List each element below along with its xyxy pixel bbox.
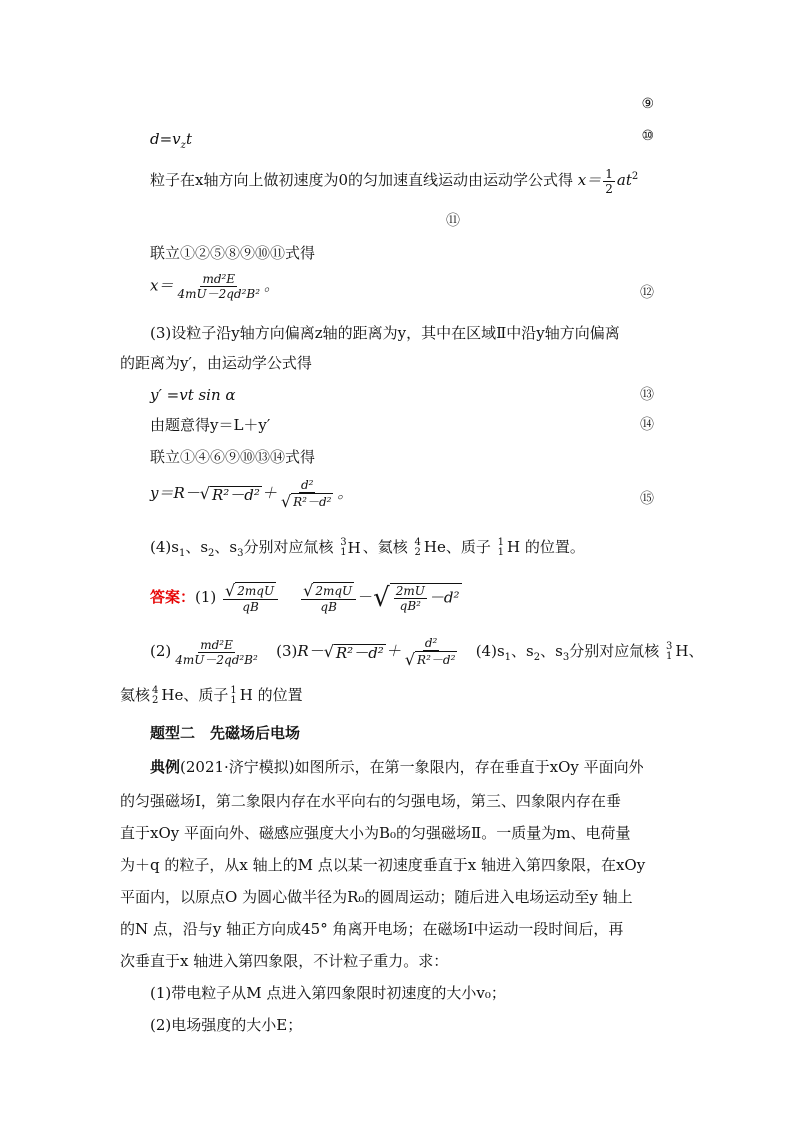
equation-number-11: ⑪ <box>446 213 460 229</box>
section-title: 题型二 先磁场后电场 <box>150 724 301 742</box>
answer-line-1: 答案：(1) √ 2mqU qB √ 2mqU qB － √ $\frac{2mU}{\text{qB²}}$ －d² <box>150 580 460 614</box>
question-1: (1)带电粒子从M 点进入第四象限时初速度的大小v₀； <box>150 984 506 1002</box>
combine-line-1: 联立①②⑤⑧⑨⑩⑪式得 <box>150 244 316 262</box>
combine-line-2: 联立①④⑥⑨⑩⑬⑭式得 <box>150 448 316 466</box>
equation-x: x＝ $\frac{\text{md²E}}{\text{4mU－2qd²B²}}$ 。 <box>150 272 280 301</box>
x-motion-line: 粒子在x轴方向上做初速度为0的匀加速直线运动由运动学公式得 x＝ $\frac{1}{2}$ $at^2$ <box>150 166 639 196</box>
equation-number-15: ⑮ <box>640 491 654 507</box>
equation-y: y＝R－ √ R²－d² ＋ d² √ R²－d² 。 <box>150 478 353 511</box>
example-line-3: 直于xOy 平面向外、磁感应强度大小为B₀的匀强磁场Ⅱ。一质量为m、电荷量 <box>120 824 631 842</box>
equation-y-total: 由题意得y＝L＋y′ <box>150 416 271 434</box>
example-line-4: 为＋q 的粒子，从x 轴上的M 点以某一初速度垂直于x 轴进入第四象限，在xOy <box>120 856 646 874</box>
example-line-1: 典例(2021·济宁模拟)如图所示，在第一象限内，存在垂直于xOy 平面向外 <box>150 758 644 776</box>
answer-line-2: (2) $\frac{\text{md²E}}{\text{4mU－2qd²B²}}$ (3)R－ √ R²－d² ＋ d² √ R²－d² $(4)s_1$、$s_2$、$s_3$分别对应氚核 3 1 H、 <box>150 636 704 669</box>
example-line-5: 平面内，以原点O 为圆心做半径为R₀的圆周运动；随后进入电场运动至y 轴上 <box>120 888 633 906</box>
answer-label: 答案： <box>150 588 196 606</box>
equation-yprime: y′ =vt sin α <box>150 386 236 404</box>
part3-line-b: 的距离为y′，由运动学公式得 <box>120 354 312 372</box>
example-line-7: 次垂直于x 轴进入第四象限，不计粒子重力。求： <box>120 952 449 970</box>
equation-number-10: ⑩ <box>641 128 654 144</box>
equation-number-13: ⑬ <box>640 387 654 403</box>
equation-number-12: ⑫ <box>640 285 654 301</box>
equation-number-14: ⑭ <box>640 417 654 433</box>
part4-line: $(4)s_1$、$s_2$、$s_3$分别对应氚核 3 1 H 、氦核 4 2 He、质子 1 1 H 的位置。 <box>150 537 585 559</box>
question-2: (2)电场强度的大小E； <box>150 1016 303 1034</box>
example-line-6: 的N 点，沿与y 轴正方向成45° 角离开电场；在磁场Ⅰ中运动一段时间后，再 <box>120 920 624 938</box>
equation-d: $d=v_zt$ <box>150 130 192 151</box>
answer-line-3: 氦核 4 2 He、质子 1 1 H 的位置 <box>120 685 303 706</box>
part3-line-a: (3)设粒子沿y轴方向偏离z轴的距离为y，其中在区域Ⅱ中沿y轴方向偏离 <box>150 324 620 342</box>
example-line-2: 的匀强磁场Ⅰ，第二象限内存在水平向右的匀强电场，第三、四象限内存在垂 <box>120 792 621 810</box>
equation-number-9: ⑨ <box>641 96 654 112</box>
